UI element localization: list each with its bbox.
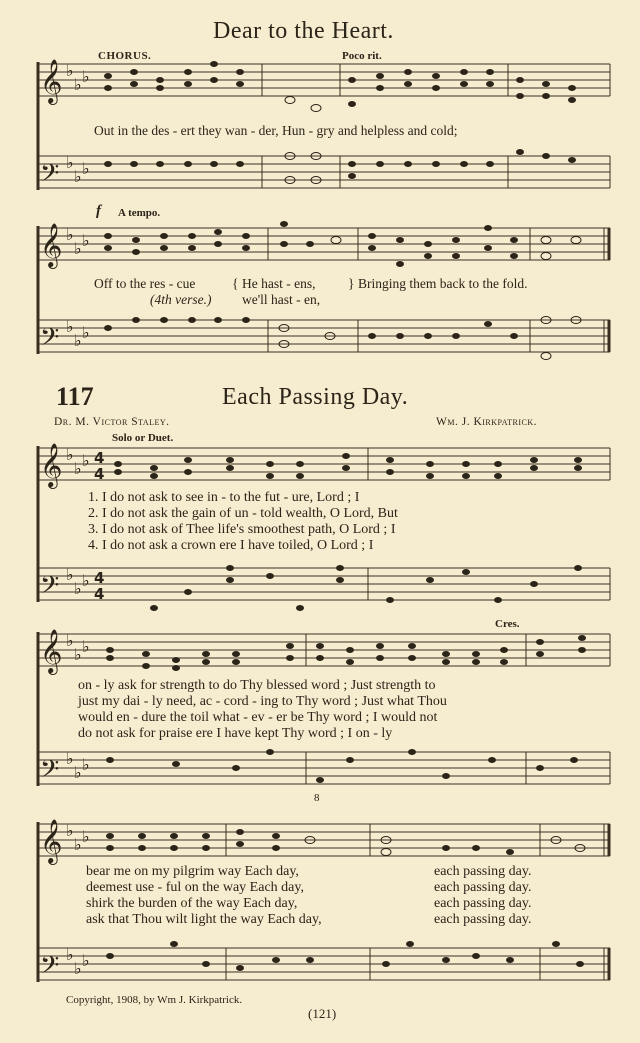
lyric-line: 3. I do not ask of Thee life's smoothest path, O Lord ; I xyxy=(88,522,396,537)
lyric-line: would en - dure the toil what - ev - er be Thy word ; I would not xyxy=(78,710,438,725)
lyric-line: each passing day. xyxy=(434,880,532,895)
tempo-marking: Poco rit. xyxy=(342,50,382,62)
staff-4-treble xyxy=(38,634,610,666)
staff-1-treble xyxy=(38,64,610,96)
svg-text:♭: ♭ xyxy=(82,755,90,774)
svg-text:♭: ♭ xyxy=(82,231,90,250)
lyric-line: Off to the res - cue xyxy=(94,276,196,291)
lyric-line: deemest use - ful on the way Each day, xyxy=(86,880,304,895)
svg-text:♭: ♭ xyxy=(82,571,90,590)
dynamic-mark: Cres. xyxy=(495,618,520,630)
svg-text:𝄞: 𝄞 xyxy=(40,59,63,103)
lyric-brace: { xyxy=(232,276,239,291)
svg-text:𝄢: 𝄢 xyxy=(40,951,60,986)
dynamic-mark: f xyxy=(96,203,101,219)
lyric-line: each passing day. xyxy=(434,864,532,879)
lyric-line: bear me on my pilgrim way Each day, xyxy=(86,864,299,879)
lyric-line: 2. I do not ask the gain of un - told wealth, O Lord, But xyxy=(88,506,398,521)
svg-text:♭: ♭ xyxy=(66,631,74,650)
svg-text:♭: ♭ xyxy=(66,445,74,464)
staff-3-bass xyxy=(38,568,610,600)
svg-text:𝄢: 𝄢 xyxy=(40,323,60,358)
svg-text:𝄢: 𝄢 xyxy=(40,571,60,606)
lyric-brace: } xyxy=(348,276,355,291)
lyric-line: each passing day. xyxy=(434,912,532,927)
svg-text:♭: ♭ xyxy=(66,225,74,244)
copyright: Copyright, 1908, by Wm J. Kirkpatrick. xyxy=(66,994,243,1006)
staff-2-bass xyxy=(38,320,610,352)
author: Dr. M. Victor Staley. xyxy=(54,416,170,428)
lyric-line: ask that Thou wilt light the way Each day, xyxy=(86,912,322,927)
svg-text:♭: ♭ xyxy=(74,579,82,598)
lyric-line: He hast - ens, xyxy=(242,276,316,291)
svg-text:𝄞: 𝄞 xyxy=(40,629,63,673)
svg-text:♭: ♭ xyxy=(74,959,82,978)
lyric-line: 1. I do not ask to see in - to the fut - ure, Lord ; I xyxy=(88,490,360,505)
staff-3-treble xyxy=(38,448,610,480)
verse-note: (4th verse.) xyxy=(150,292,212,307)
page-number: (121) xyxy=(308,1006,337,1021)
svg-text:♭: ♭ xyxy=(82,67,90,86)
hymn-number: 117 xyxy=(56,382,94,411)
svg-text:4: 4 xyxy=(94,569,105,587)
hymn-title: Each Passing Day. xyxy=(222,384,409,410)
svg-text:♭: ♭ xyxy=(82,951,90,970)
svg-text:4: 4 xyxy=(94,585,105,603)
svg-text:♭: ♭ xyxy=(66,945,74,964)
lyric-line: Bringing them back to the fold. xyxy=(358,276,528,291)
svg-text:♭: ♭ xyxy=(82,159,90,178)
svg-text:♭: ♭ xyxy=(74,167,82,186)
svg-text:♭: ♭ xyxy=(74,331,82,350)
svg-text:♭: ♭ xyxy=(82,827,90,846)
staff-5-treble xyxy=(38,824,610,856)
tempo-marking: A tempo. xyxy=(118,207,161,219)
svg-text:𝄞: 𝄞 xyxy=(40,223,63,267)
lyric-line: 4. I do not ask a crown ere I have toiled, O Lord ; I xyxy=(88,538,374,553)
performance-note: Solo or Duet. xyxy=(112,432,174,444)
lyric-line: Out in the des - ert they wan - der, Hun - gry and helpless and cold; xyxy=(94,123,458,138)
svg-text:♭: ♭ xyxy=(82,451,90,470)
svg-text:♭: ♭ xyxy=(74,459,82,478)
lyric-line: shirk the burden of the way Each day, xyxy=(86,896,298,911)
svg-text:♭: ♭ xyxy=(74,645,82,664)
staff-5-bass xyxy=(38,948,610,980)
svg-text:𝄞: 𝄞 xyxy=(40,819,63,863)
svg-text:♭: ♭ xyxy=(82,637,90,656)
svg-text:♭: ♭ xyxy=(66,61,74,80)
svg-text:𝄢: 𝄢 xyxy=(40,159,60,194)
svg-text:4: 4 xyxy=(94,465,105,483)
svg-text:♭: ♭ xyxy=(74,75,82,94)
svg-text:𝄢: 𝄢 xyxy=(40,755,60,790)
hymn-title: Dear to the Heart. xyxy=(213,18,394,44)
lyric-line: just my dai - ly need, ac - cord - ing to Thy word ; Just what Thou xyxy=(78,694,447,709)
composer: Wm. J. Kirkpatrick. xyxy=(436,416,538,428)
staff-1-bass xyxy=(38,156,610,188)
lyric-line: do not ask for praise ere I have kept Thy word ; I on - ly xyxy=(78,726,393,741)
lyric-line: on - ly ask for strength to do Thy blessed word ; Just strength to xyxy=(78,678,436,693)
svg-text:𝄞: 𝄞 xyxy=(40,443,63,487)
svg-text:♭: ♭ xyxy=(66,749,74,768)
measure-number: 8 xyxy=(314,792,320,804)
svg-text:4: 4 xyxy=(94,449,105,467)
svg-text:♭: ♭ xyxy=(66,565,74,584)
staff-2-treble xyxy=(38,228,610,260)
svg-text:♭: ♭ xyxy=(82,323,90,342)
svg-text:♭: ♭ xyxy=(66,317,74,336)
lyric-line: we'll hast - en, xyxy=(242,292,321,307)
svg-text:♭: ♭ xyxy=(66,153,74,172)
svg-text:♭: ♭ xyxy=(74,239,82,258)
chorus-label: CHORUS. xyxy=(98,50,152,62)
svg-text:♭: ♭ xyxy=(74,763,82,782)
svg-text:♭: ♭ xyxy=(66,821,74,840)
staff-4-bass xyxy=(38,752,610,784)
lyric-line: each passing day. xyxy=(434,896,532,911)
svg-text:♭: ♭ xyxy=(74,835,82,854)
